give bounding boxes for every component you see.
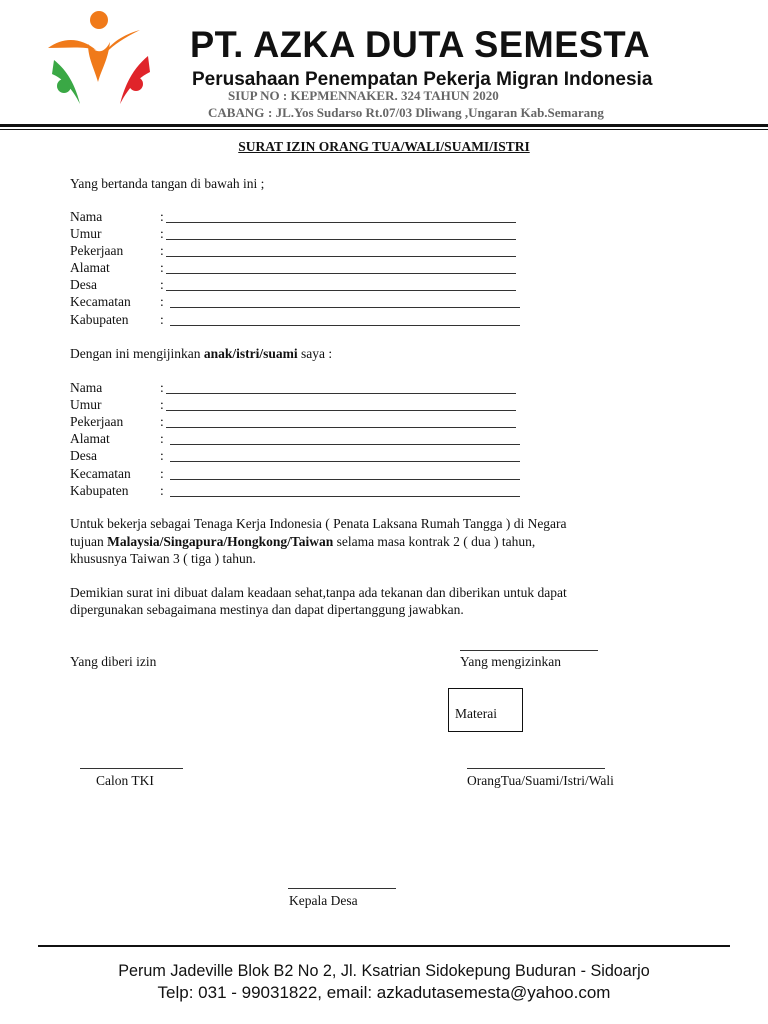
field-label: Nama [70,380,103,395]
field-label: Umur [70,226,102,241]
stamp-label: Materai [455,706,497,721]
company-logo [44,8,156,112]
fill-line[interactable] [170,461,520,462]
fill-line[interactable] [170,479,520,480]
field-label: Desa [70,448,97,463]
field-label: Umur [70,397,102,412]
fill-line[interactable] [166,410,516,411]
fill-line[interactable] [166,290,516,291]
fill-line[interactable] [166,393,516,394]
paragraph-1-line-1: Untuk bekerja sebagai Tenaga Kerja Indonesia ( Penata Laksana Rumah Tangga ) di Negara [70,516,567,531]
fill-line[interactable] [170,444,520,445]
fill-line[interactable] [170,307,520,308]
siup-number: SIUP NO : KEPMENNAKER. 324 TAHUN 2020 [228,88,499,103]
logo-head-orange [90,11,108,29]
logo-body-orange [88,42,110,82]
paragraph-2-line-2: dipergunakan sebagaimana mestinya dan dapat dipertanggung jawabkan. [70,602,464,617]
field-colon: : [160,448,164,463]
field-label: Pekerjaan [70,414,124,429]
field-label: Alamat [70,431,110,446]
permission-text: Dengan ini mengijinkan anak/istri/suami saya : [70,346,333,361]
field-colon: : [160,414,164,429]
fill-line[interactable] [166,222,516,223]
field-colon: : [160,209,164,224]
header-divider-thick [0,124,768,127]
field-colon: : [160,312,164,327]
left-signature-heading: Yang diberi izin [70,654,157,669]
field-label: Kecamatan [70,466,131,481]
paragraph-2-line-1: Demikian surat ini dibuat dalam keadaan sehat,tanpa ada tekanan dan diberikan untuk dapat [70,585,567,600]
field-colon: : [160,431,164,446]
fill-line[interactable] [166,273,516,274]
field-label: Kecamatan [70,294,131,309]
paragraph-1-line-3: khususnya Taiwan 3 ( tiga ) tahun. [70,551,256,566]
field-label: Nama [70,209,103,224]
left-signature-caption: Calon TKI [96,773,154,788]
field-colon: : [160,466,164,481]
field-label: Desa [70,277,97,292]
header-divider-thin [0,129,768,130]
fill-line[interactable] [170,496,520,497]
intro-text: Yang bertanda tangan di bawah ini ; [70,176,265,191]
signature-line-left[interactable] [80,768,183,769]
paragraph-1-line-2: tujuan Malaysia/Singapura/Hongkong/Taiwan selama masa kontrak 2 ( dua ) tahun, [70,534,536,549]
branch-address: : JL.Yos Sudarso Rt.07/03 Dliwang ,Ungaran Kab.Semarang [268,105,604,120]
field-colon: : [160,397,164,412]
fill-line[interactable] [170,325,520,326]
right-signature-caption: OrangTua/Suami/Istri/Wali [467,773,614,788]
field-colon: : [160,277,164,292]
field-label: Kabupaten [70,483,129,498]
footer-divider [38,945,730,947]
footer-address: Perum Jadeville Blok B2 No 2, Jl. Ksatrian Sidokepung Buduran - Sidoarjo [118,961,650,980]
field-colon: : [160,243,164,258]
center-signature-caption: Kepala Desa [289,893,358,908]
footer-contact: Telp: 031 - 99031822, email: azkadutasemesta@yahoo.com [157,983,611,1002]
logo-dot-red [129,77,143,91]
document-title: SURAT IZIN ORANG TUA/WALI/SUAMI/ISTRI [238,139,530,154]
fill-line[interactable] [166,256,516,257]
field-label: Pekerjaan [70,243,124,258]
signature-line-right[interactable] [467,768,605,769]
signature-line-center[interactable] [288,888,396,889]
right-signature-heading: Yang mengizinkan [460,654,561,669]
logo-dot-green [57,79,71,93]
company-name: PT. AZKA DUTA SEMESTA [190,24,651,65]
branch-label: CABANG [208,105,265,120]
fill-line[interactable] [166,427,516,428]
field-colon: : [160,294,164,309]
company-subtitle: Perusahaan Penempatan Pekerja Migran Indonesia [192,69,653,90]
field-colon: : [160,483,164,498]
field-colon: : [160,380,164,395]
field-label: Kabupaten [70,312,129,327]
signature-line-top-right[interactable] [460,650,598,651]
field-colon: : [160,226,164,241]
field-colon: : [160,260,164,275]
field-label: Alamat [70,260,110,275]
fill-line[interactable] [166,239,516,240]
